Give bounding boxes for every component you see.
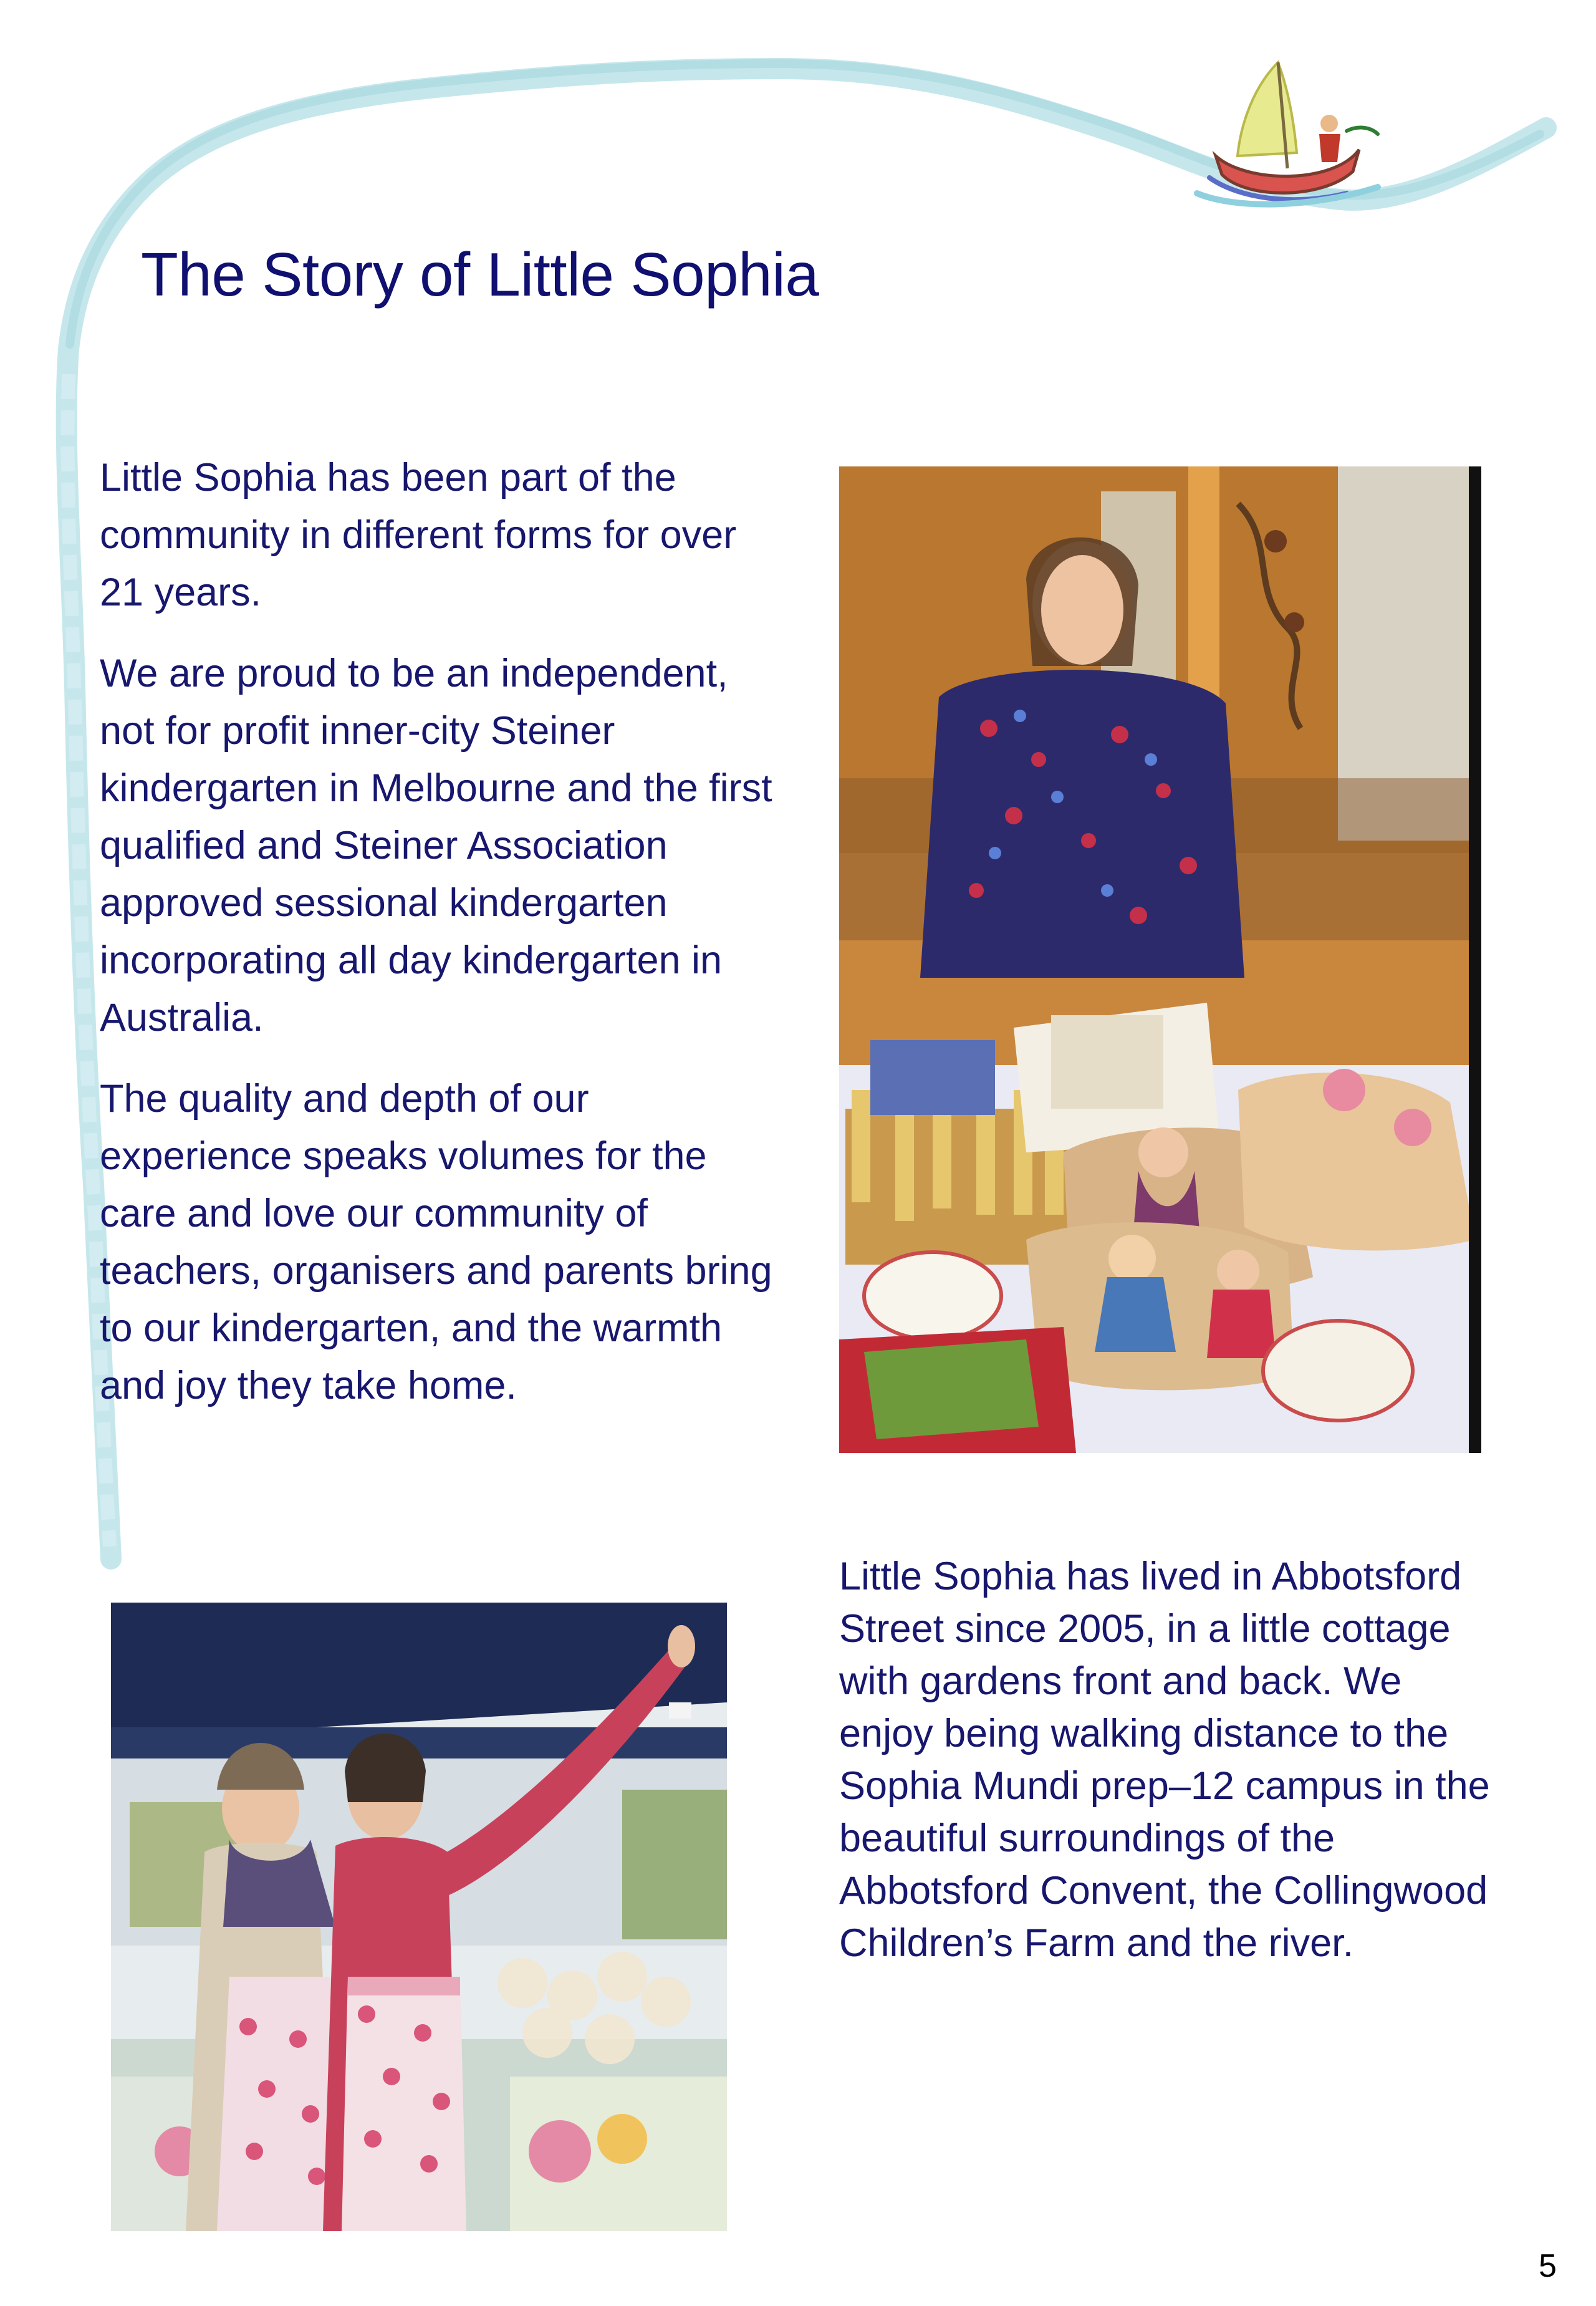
boat-logo-icon	[1172, 50, 1409, 212]
intro-text-column	[100, 449, 773, 1438]
intro-paragraph-quality: The quality and depth of our experience speaks volumes for the care and love our community of teachers, organisers and parents bring to our kindergarten, and the warmth and joy they take home.	[100, 1077, 772, 1407]
intro-paragraph-history: Little Sophia has been part of the community in different forms for over 21 years.	[100, 456, 737, 614]
location-text	[839, 1550, 1500, 1969]
page-number: 5	[1539, 2248, 1557, 2284]
photo-two-women-market-stall	[111, 1603, 727, 2231]
page-title: The Story of Little Sophia	[141, 240, 819, 309]
photo-teacher-craft-stall	[839, 466, 1481, 1453]
location-paragraph: Little Sophia has lived in Abbotsford Street since 2005, in a little cottage with gardens front and back. We enjoy being walking distance to the Sophia Mundi prep–12 campus in the beautiful surroundings of the Abbotsford Convent, the Collingwood Children’s Farm and the river.	[839, 1555, 1490, 1965]
intro-paragraph-independent: We are proud to be an independent, not for profit inner-city Steiner kindergarten in Melbourne and the first qualified and Steiner Association approved sessional kindergarten incorporating all day kindergarten in Australia.	[100, 652, 772, 1040]
